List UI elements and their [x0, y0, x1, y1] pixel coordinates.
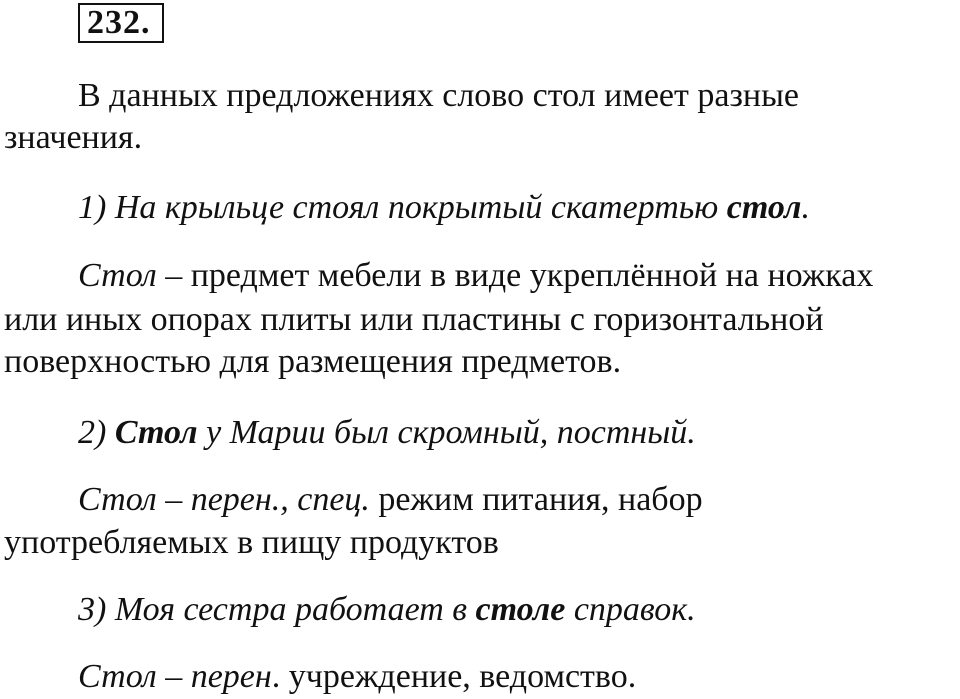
definition-3: [78, 657, 636, 697]
definition-1-line-2: или иных опорах плиты или пластины с горизонтальной: [4, 301, 824, 338]
definition-1-text: – предмет мебели в виде укреплённой на ножках: [156, 257, 874, 294]
example-3-end: справок.: [565, 591, 696, 628]
definition-1-term: Стол: [78, 257, 157, 294]
definition-2-line-2: употребляемых в пищу продуктов: [4, 524, 499, 561]
example-1: [78, 188, 810, 228]
definition-2-term: Стол – перен., спец.: [78, 481, 370, 518]
definition-1-line-1: [78, 256, 873, 296]
definition-3-text: . учреждение, ведомство.: [271, 658, 637, 695]
example-1-end: .: [801, 189, 810, 226]
example-2-text: у Марии был скромный, постный.: [197, 414, 696, 451]
intro-line-1: В данных предложениях слово стол имеет разные: [78, 77, 800, 114]
example-2-prefix: 2): [78, 414, 115, 451]
definition-3-term: Стол – перен: [78, 658, 272, 695]
definition-2-text: режим питания, набор: [369, 481, 703, 518]
example-3-keyword: столе: [475, 591, 566, 628]
definition-2-line-1: [78, 480, 703, 520]
definition-1-line-3: поверхностью для размещения предметов.: [4, 343, 622, 380]
example-1-text: 1) На крыльце стоял покрытый скатертью: [78, 189, 727, 226]
example-3-text: 3) Моя сестра работает в: [78, 591, 476, 628]
intro-line-2: значения.: [4, 119, 143, 156]
example-1-keyword: стол: [726, 189, 802, 226]
example-2: [78, 413, 696, 453]
example-3: [78, 590, 696, 630]
example-2-keyword: Стол: [114, 414, 198, 451]
exercise-number: 232.: [78, 3, 164, 43]
